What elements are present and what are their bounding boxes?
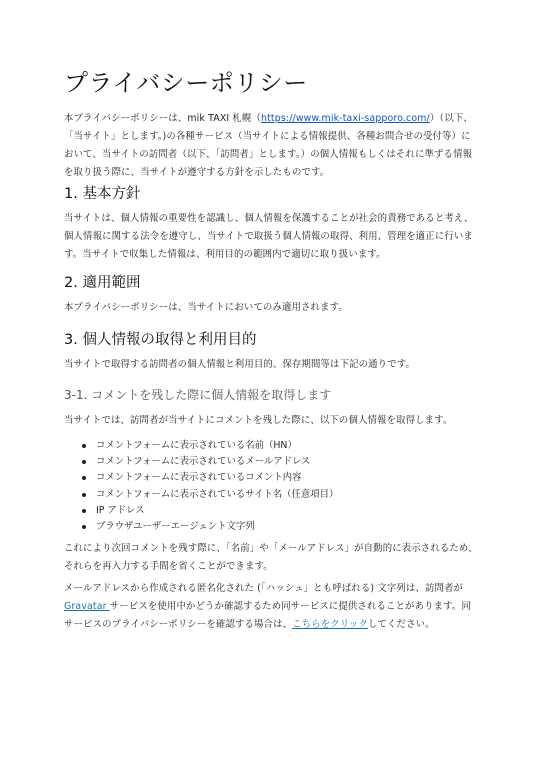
gravatar-text-1: メールアドレスから作成される匿名化された (「ハッシュ」とも呼ばれる) 文字列は、訪問者が xyxy=(64,583,464,594)
gravatar-text-3: してください。 xyxy=(367,619,435,630)
bullet-icon xyxy=(82,493,86,497)
section-3-1-heading: 3-1. コメントを残した際に個人情報を取得します xyxy=(64,388,332,402)
bullet-icon xyxy=(82,460,86,464)
site-url-link[interactable]: https://www.mik-taxi-sapporo.com/ xyxy=(261,113,430,124)
list-item xyxy=(80,487,470,503)
section-3-body: 当サイトで取得する訪問者の個人情報と利用目的、保存期間等は下記の通りです。 xyxy=(64,359,416,370)
list-item xyxy=(80,470,470,486)
list-item-text: コメントフォームに表示されているコメント内容 xyxy=(96,472,302,484)
bullet-icon xyxy=(82,525,86,529)
autofill-paragraph: これにより次回コメントを残す際に、「名前」や「メールアドレス」が自動的に表示されるため、それらを再入力する手間を省くことができます。 xyxy=(64,543,478,572)
bullet-icon xyxy=(82,444,86,448)
bullet-icon xyxy=(82,509,86,513)
bullet-icon xyxy=(82,476,86,480)
page-title: プライバシーポリシー xyxy=(64,69,308,97)
privacy-policy-link[interactable]: こちらをクリック xyxy=(292,619,368,630)
list-item-text: コメントフォームに表示されているメールアドレス xyxy=(96,456,311,468)
section-1-body: 当サイトは、個人情報の重要性を認識し、個人情報を保護することが社会的責務であると考え、個人情報に関する法令を遵守し、当サイトで取扱う個人情報の取得、利用、管理を適正に行います。当サイトで収集した情報は、利用目的の範囲内で適切に取り扱います。 xyxy=(64,213,474,260)
section-3-heading: 3. 個人情報の取得と利用目的 xyxy=(64,332,257,348)
list-item xyxy=(80,454,470,470)
section-2-body: 本プライバシーポリシーは、当サイトにおいてのみ適用されます。 xyxy=(64,302,348,313)
list-item-text: コメントフォームに表示されている名前（HN） xyxy=(96,440,297,451)
intro-text-1: 本プライバシーポリシーは、mik TAXI 札幌（ xyxy=(64,113,262,124)
section-1-heading: 1. 基本方針 xyxy=(64,186,141,202)
list-item-text: コメントフォームに表示されているサイト名（任意項目） xyxy=(96,488,339,500)
list-item xyxy=(80,519,470,535)
list-item-text: IP アドレス xyxy=(96,504,145,516)
intro-text-2: ）（以下、「当サイト」とします。)の各種サービス（当サイトによる情報提供、各種お問合せの受付等）において、当サイトの訪問者（以下、「訪問者」とします。）の個人情報もしくはそれに準ずる情報を取り扱う際に、当サイトが遵守する方針を示したものです。 xyxy=(64,113,473,178)
section-3-1-body: 当サイトでは、訪問者が当サイトにコメントを残した際に、以下の個人情報を取得します。 xyxy=(64,415,453,426)
gravatar-text-2: サービスを使用中かどうか確認するため同サービスに提供されることがあります。同サービスのプライバシーポリシーを確認する場合は、 xyxy=(64,601,471,630)
gravatar-link[interactable]: Gravatar xyxy=(64,601,110,612)
intro-paragraph xyxy=(64,110,480,182)
list-item xyxy=(80,503,470,519)
collected-info-list xyxy=(80,438,470,535)
gravatar-paragraph xyxy=(64,580,480,634)
list-item xyxy=(80,438,470,454)
section-2-heading: 2. 適用範囲 xyxy=(64,275,141,291)
list-item-text: ブラウザユーザーエージェント文字列 xyxy=(96,521,255,533)
